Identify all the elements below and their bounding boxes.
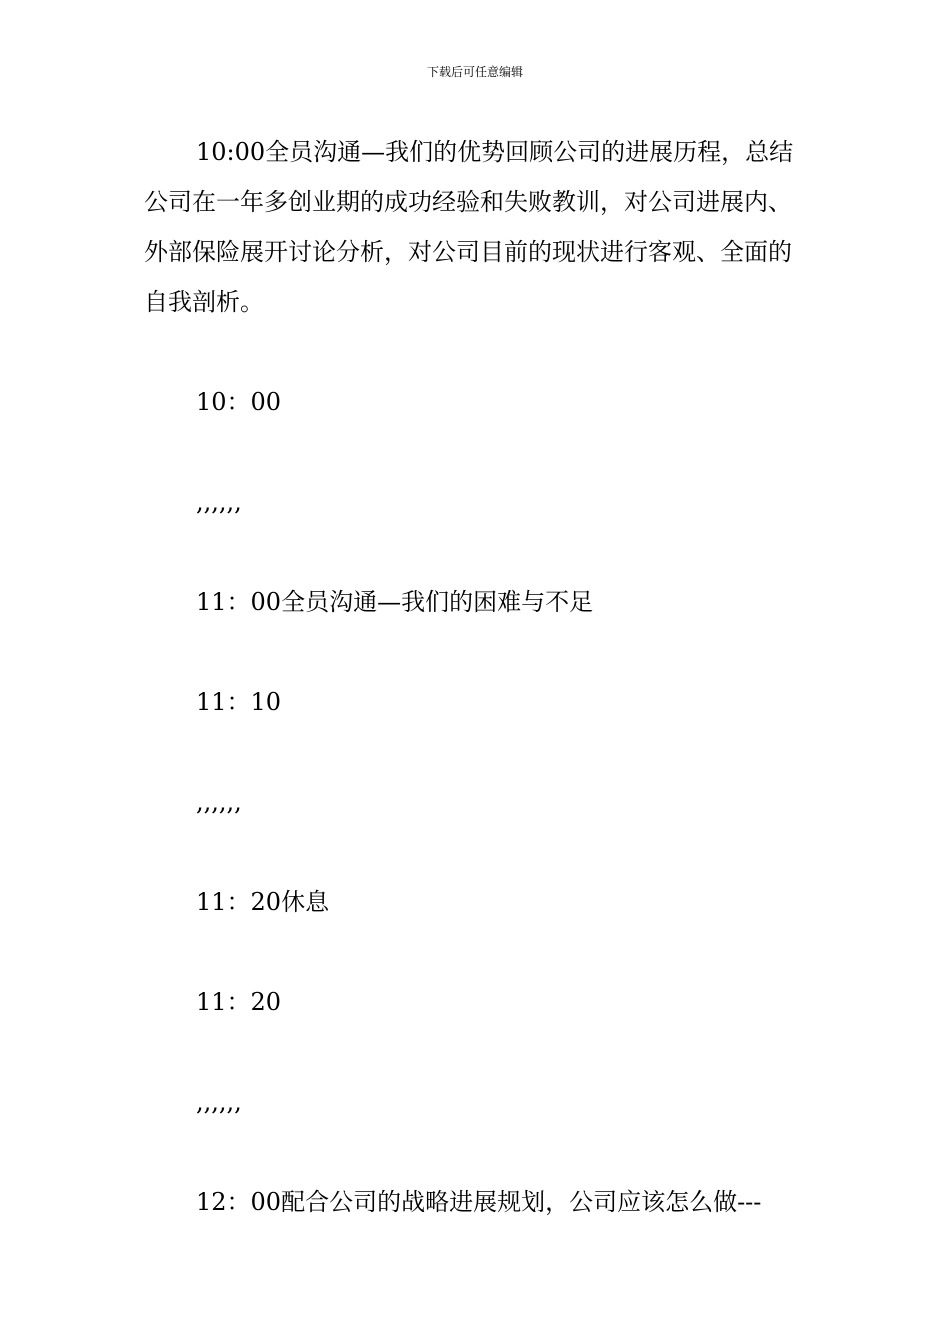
paragraph-ellipsis: ,,,,,,: [196, 1088, 242, 1116]
paragraph-agenda-item: 12：00配合公司的战略进展规划，公司应该怎么做---: [196, 1188, 762, 1216]
paragraph-agenda-item: 11：00全员沟通—我们的困难与不足: [196, 588, 594, 616]
paragraph-time: 11：20: [196, 988, 282, 1016]
paragraph-intro: 10:00全员沟通—我们的优势回顾公司的进展历程，总结公司在一年多创业期的成功经验和失败教训，对公司进展内、外部保险展开讨论分析，对公司目前的现状进行客观、全面的自我剖析。: [144, 138, 794, 316]
paragraph-ellipsis: ,,,,,,: [196, 788, 242, 816]
page-header: 下载后可任意编辑: [426, 65, 523, 79]
paragraph-time: 10：00: [196, 388, 282, 416]
document-body: [144, 127, 808, 1227]
paragraph-agenda-item: 11：20休息: [196, 888, 330, 916]
paragraph-time: 11：10: [196, 688, 282, 716]
paragraph-ellipsis: ,,,,,,: [196, 488, 242, 516]
